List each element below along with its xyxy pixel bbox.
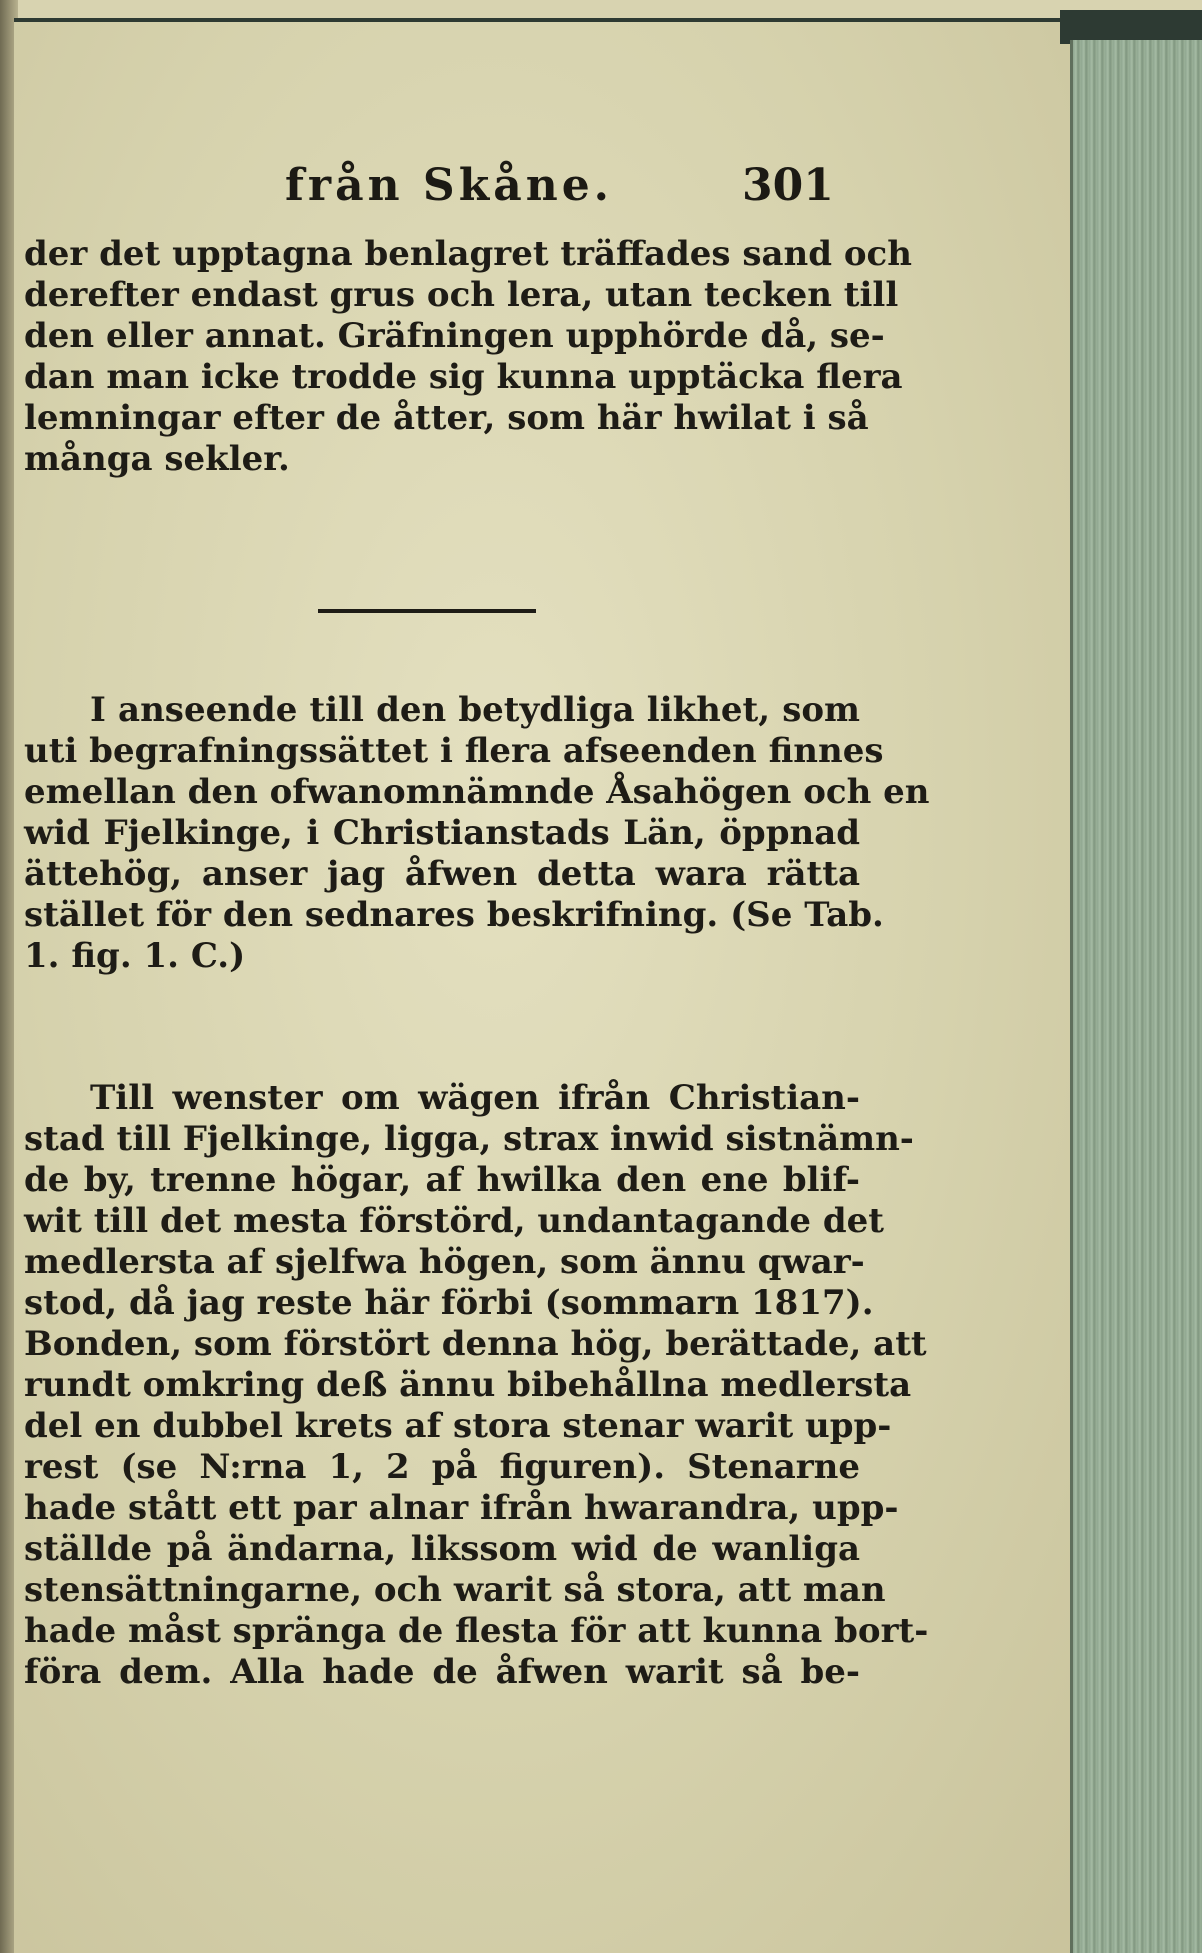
- text-line: hade stått ett par alnar ifrån hwarandra, upp-: [24, 1488, 899, 1528]
- section-divider: [318, 609, 536, 613]
- text-line: rundt omkring deß ännu bibehållna medlersta: [24, 1365, 912, 1405]
- text-line: den eller annat. Gräfningen upphörde då, se-: [24, 316, 885, 356]
- text-line: ställde på ändarna, likssom wid de wanliga: [24, 1529, 860, 1569]
- text-line: Bonden, som förstört denna hög, berättade, att: [24, 1324, 927, 1364]
- paragraph-2: [24, 690, 930, 977]
- page-fore-edge: [1070, 40, 1202, 1953]
- text-line: stället för den sednares beskrifning. (Se Tab.: [24, 895, 884, 935]
- text-line: stensättningarne, och warit så stora, att man: [24, 1570, 886, 1610]
- text-line: föra dem. Alla hade de åfwen warit så be-: [24, 1652, 860, 1692]
- paragraph-1: [24, 234, 912, 480]
- text-line: stad till Fjelkinge, ligga, strax inwid sistnämn-: [24, 1119, 914, 1159]
- text-line: rest (se N:rna 1, 2 på figuren). Stenarne: [24, 1447, 860, 1487]
- text-line: många sekler.: [24, 439, 290, 479]
- paragraph-3: [24, 1078, 929, 1693]
- text-line: uti begrafningssättet i flera afseenden finnes: [24, 731, 884, 771]
- text-line: wit till det mesta förstörd, undantagande det: [24, 1201, 884, 1241]
- running-title: från Skåne.: [285, 160, 614, 211]
- text-line: der det upptagna benlagret träffades sand och: [24, 234, 912, 274]
- text-line: hade måst spränga de flesta för att kunna bort-: [24, 1611, 929, 1651]
- text-line: ättehög, anser jag åfwen detta wara rätta: [24, 854, 860, 894]
- text-line: Till wenster om wägen ifrån Christian-: [90, 1078, 860, 1118]
- text-line: stod, då jag reste här förbi (sommarn 1817).: [24, 1283, 874, 1323]
- page-number: 301: [742, 160, 834, 211]
- text-line: emellan den ofwanomnämnde Åsahögen och en: [24, 772, 930, 812]
- text-line: dan man icke trodde sig kunna upptäcka flera: [24, 357, 903, 397]
- text-line: I anseende till den betydliga likhet, som: [90, 690, 860, 730]
- text-line: del en dubbel krets af stora stenar warit upp-: [24, 1406, 892, 1446]
- text-line: wid Fjelkinge, i Christianstads Län, öppnad: [24, 813, 860, 853]
- running-head: [0, 160, 1070, 230]
- text-line: de by, trenne högar, af hwilka den ene blif-: [24, 1160, 860, 1200]
- book-cover-edge: [1060, 10, 1202, 44]
- text-line: lemningar efter de åtter, som här hwilat i så: [24, 398, 869, 438]
- text-line: 1. fig. 1. C.): [24, 936, 246, 976]
- text-line: derefter endast grus och lera, utan tecken till: [24, 275, 899, 315]
- text-line: medlersta af sjelfwa högen, som ännu qwar-: [24, 1242, 865, 1282]
